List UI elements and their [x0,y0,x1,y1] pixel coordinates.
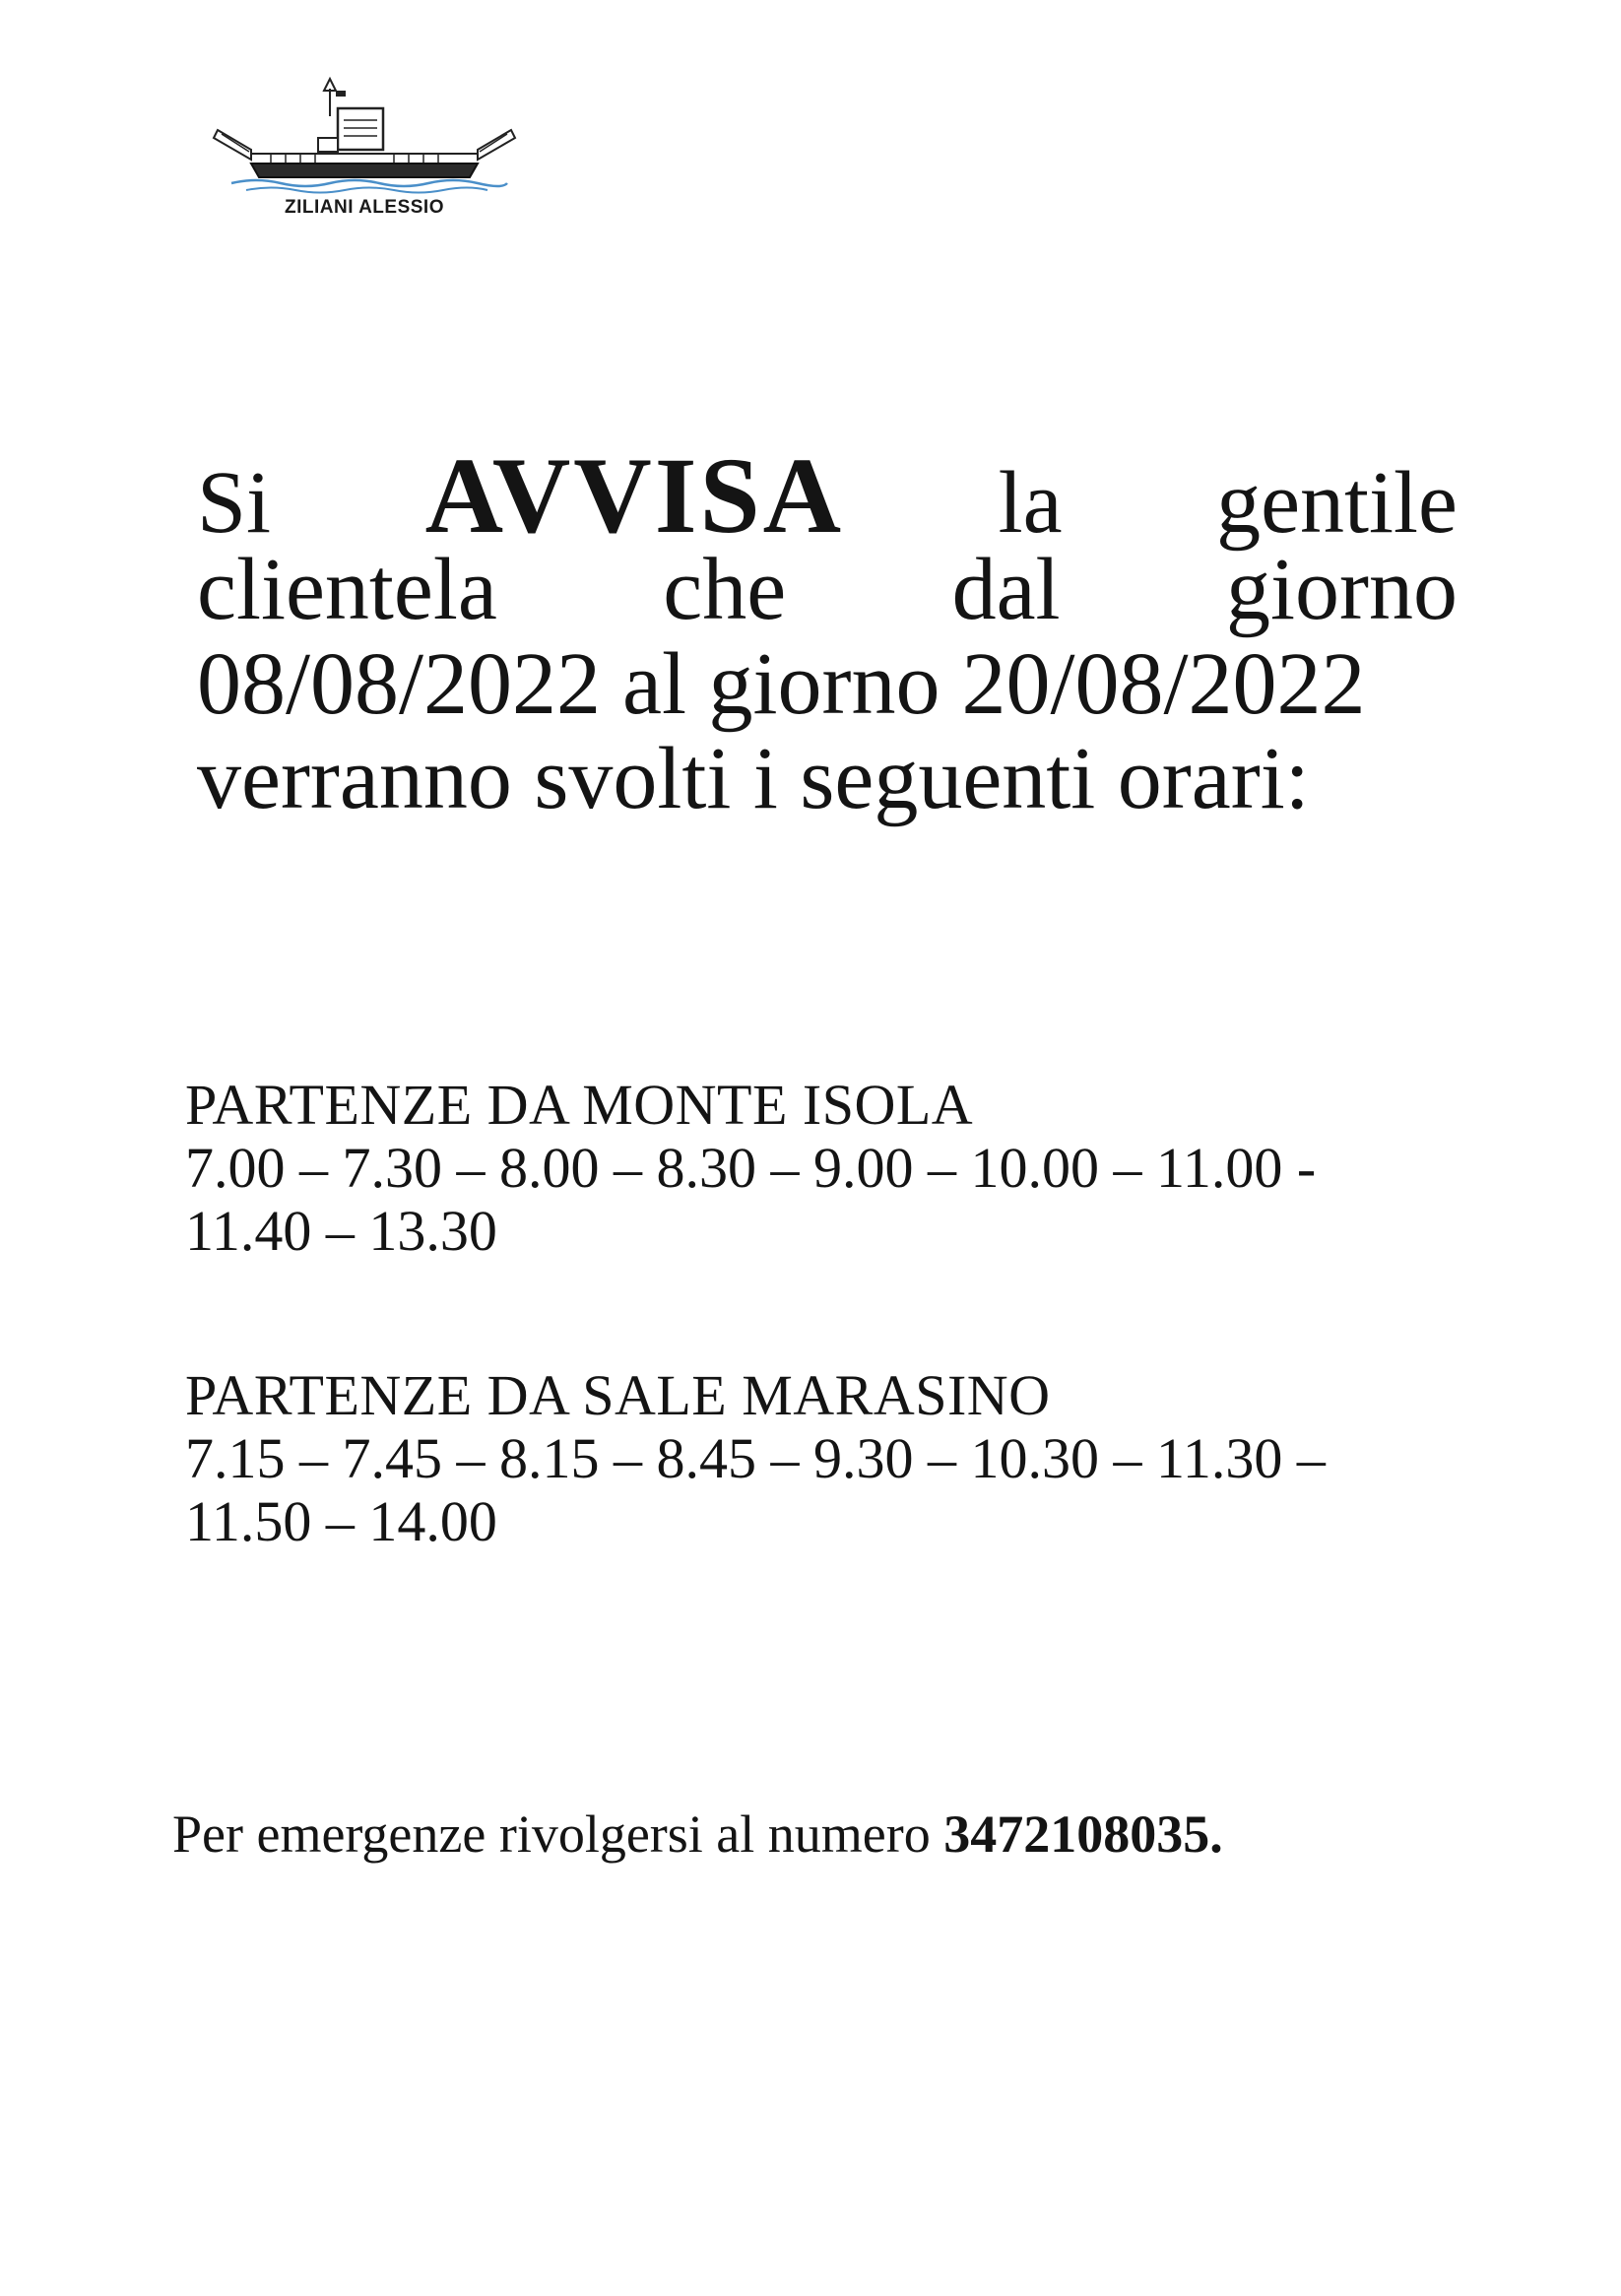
schedule-times: 11.40 – 13.30 [185,1199,497,1263]
schedule-times: 7.15 – 7.45 – 8.15 – 8.45 – 9.30 – 10.30 – 11.30 – [185,1426,1326,1490]
notice-line-4-text: verranno svolti i seguenti orari: [197,730,1310,827]
company-logo [212,69,517,236]
notice-word: la [998,454,1063,552]
al-giorno-text: al giorno [622,635,940,733]
notice-word: gentile [1216,454,1458,552]
notice-line-4 [197,732,1458,826]
schedule-heading: PARTENZE DA SALE MARASINO [185,1363,1051,1427]
schedule-times: 7.00 – 7.30 – 8.00 – 8.30 – 9.00 – 10.00 – 11.00 - [185,1136,1317,1200]
schedule-monte-isola [185,1074,1465,1263]
notice-line-2 [197,543,1458,637]
logo-caption: ZILIANI ALESSIO [285,197,444,218]
schedule-times: 11.50 – 14.00 [185,1489,497,1553]
notice-line-3 [197,637,1458,732]
ferry-boat-icon [212,69,517,197]
notice-word: giorno [1225,541,1458,638]
notice-word: che [663,541,787,638]
avvisa-heading: AVVISA [424,435,845,556]
notice-word: Si [197,454,272,552]
notice-word: clientela [197,541,497,638]
start-date: 08/08/2022 [197,635,602,733]
schedule-heading: PARTENZE DA MONTE ISOLA [185,1073,974,1137]
end-date: 20/08/2022 [961,635,1366,733]
emergency-text: Per emergenze rivolgersi al numero [172,1804,931,1864]
notice-word: dal [951,541,1061,638]
schedule-sale-marasino [185,1364,1465,1553]
emergency-contact [172,1803,1453,1866]
phone-number: 3472108035. [943,1804,1223,1864]
notice-text [197,435,1458,827]
notice-line-1 [197,435,1458,556]
